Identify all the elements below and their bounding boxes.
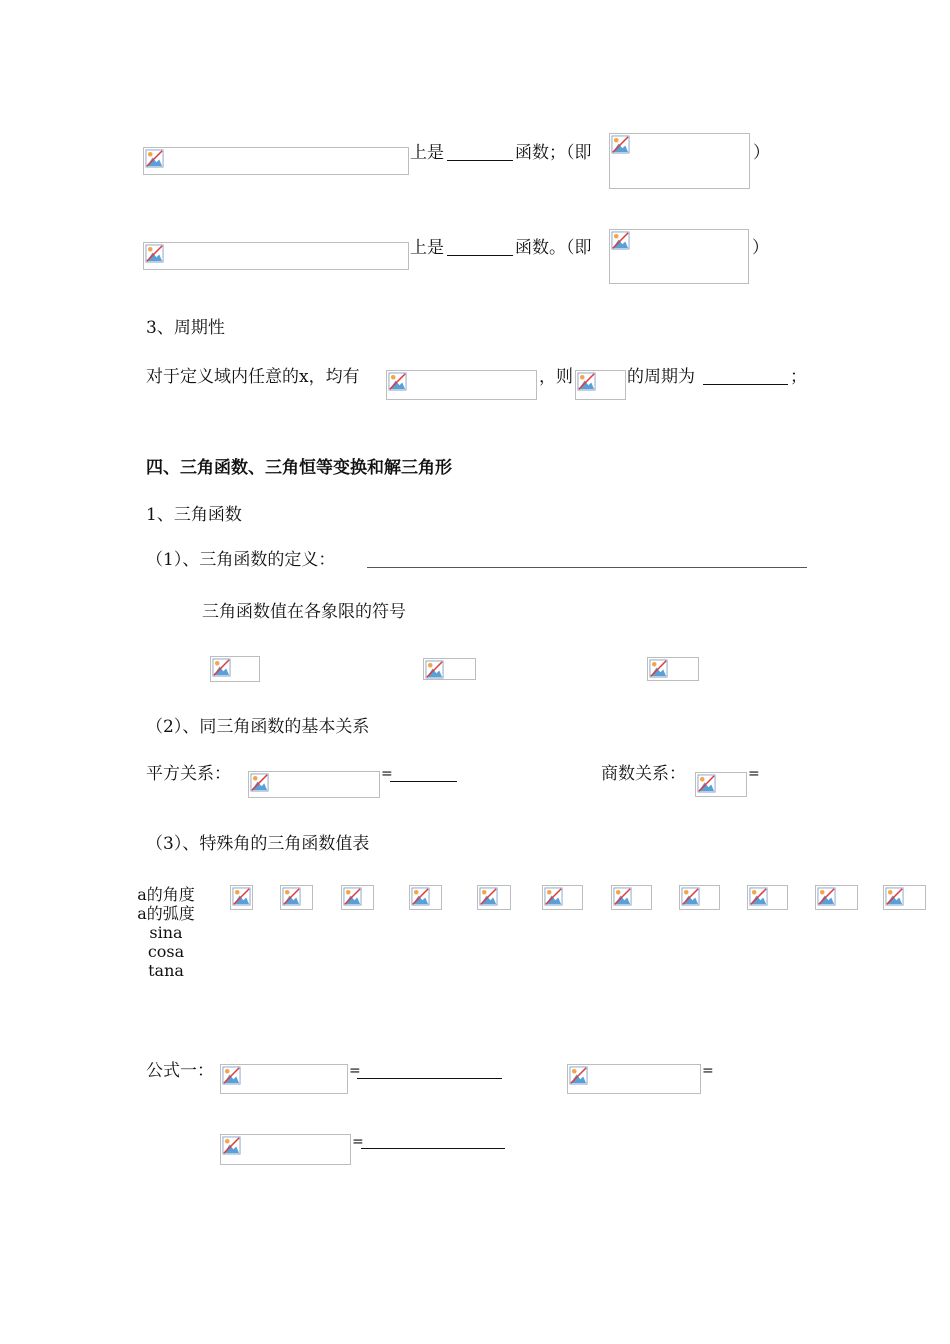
table-row-labels xyxy=(126,885,206,980)
broken-image-icon xyxy=(749,887,768,906)
answer-blank xyxy=(361,1148,505,1149)
formula-image xyxy=(575,370,626,400)
semicolon: ； xyxy=(790,367,807,387)
angle-image xyxy=(883,885,926,910)
broken-image-icon xyxy=(250,773,269,792)
broken-image-icon xyxy=(222,1066,241,1085)
broken-image-icon xyxy=(697,774,716,793)
broken-image-icon xyxy=(611,231,630,250)
formula-image xyxy=(220,1134,351,1165)
broken-image-icon xyxy=(611,135,630,154)
broken-image-icon xyxy=(343,887,362,906)
formula-image xyxy=(386,370,537,400)
broken-image-icon xyxy=(577,372,596,391)
equals-sign: = xyxy=(702,1063,714,1079)
text-period-is: 的周期为 xyxy=(627,367,695,387)
row-label-degree: a的角度 xyxy=(137,885,195,904)
formula-image xyxy=(609,133,750,189)
label-quadrant-signs: 三角函数值在各象限的符号 xyxy=(202,602,406,622)
row-label-radian: a的弧度 xyxy=(137,904,195,923)
broken-image-icon xyxy=(613,887,632,906)
section-title: 四、三角函数、三角恒等变换和解三角形 xyxy=(146,458,452,478)
answer-blank xyxy=(447,255,513,256)
text-shang-shi: 上是 xyxy=(410,238,444,258)
formula-image xyxy=(143,242,409,270)
heading-periodicity: 3、周期性 xyxy=(146,318,225,338)
close-paren: ） xyxy=(753,143,770,163)
label-definition: （1）、三角函数的定义： xyxy=(146,550,336,570)
row-label-tan: tana xyxy=(148,961,184,980)
angle-image xyxy=(611,885,652,910)
text-function-ji: 函数；（即 xyxy=(515,143,592,163)
equals-sign: = xyxy=(748,766,760,782)
text-shang-shi: 上是 xyxy=(410,143,444,163)
answer-blank xyxy=(357,1078,502,1079)
row-label-cos: cosa xyxy=(147,942,185,961)
broken-image-icon xyxy=(282,887,301,906)
broken-image-icon xyxy=(479,887,498,906)
angle-image xyxy=(230,885,253,910)
equals-sign: = xyxy=(352,1134,364,1150)
heading-basic-relations: （2）、同三角函数的基本关系 xyxy=(146,717,370,737)
text-then: ，则 xyxy=(539,367,573,387)
quadrant-sign-image xyxy=(210,656,260,682)
formula-image xyxy=(567,1064,701,1094)
broken-image-icon xyxy=(681,887,700,906)
formula-image xyxy=(609,229,749,284)
equals-sign: = xyxy=(349,1063,361,1079)
answer-blank xyxy=(703,384,788,385)
formula-image xyxy=(695,772,747,797)
close-paren: ） xyxy=(752,238,769,258)
broken-image-icon xyxy=(232,887,251,906)
formula-image xyxy=(248,771,380,798)
text-function-ji: 函数。（即 xyxy=(515,238,592,258)
subheading-trig-functions: 1、三角函数 xyxy=(146,505,242,525)
quadrant-sign-image xyxy=(423,658,476,680)
heading-special-angles: （3）、特殊角的三角函数值表 xyxy=(146,834,370,854)
broken-image-icon xyxy=(544,887,563,906)
broken-image-icon xyxy=(388,372,407,391)
answer-blank xyxy=(447,160,513,161)
broken-image-icon xyxy=(145,244,164,263)
angle-image xyxy=(679,885,720,910)
angle-image xyxy=(280,885,313,910)
equals-sign: = xyxy=(381,766,393,782)
broken-image-icon xyxy=(569,1066,588,1085)
label-square-relation: 平方关系： xyxy=(146,764,231,784)
quadrant-sign-image xyxy=(647,657,699,681)
answer-blank xyxy=(390,781,457,782)
angle-image xyxy=(542,885,583,910)
broken-image-icon xyxy=(222,1136,241,1155)
angle-image xyxy=(409,885,442,910)
broken-image-icon xyxy=(649,659,668,678)
angle-image xyxy=(815,885,858,910)
broken-image-icon xyxy=(212,658,231,677)
angle-image xyxy=(341,885,374,910)
broken-image-icon xyxy=(411,887,430,906)
formula-image xyxy=(220,1064,348,1094)
label-formula-one: 公式一： xyxy=(146,1061,214,1081)
broken-image-icon xyxy=(145,149,164,168)
broken-image-icon xyxy=(885,887,904,906)
row-label-sin: sina xyxy=(149,923,183,942)
angle-image xyxy=(477,885,511,910)
text-for-any-x: 对于定义域内任意的x，均有 xyxy=(146,367,360,387)
broken-image-icon xyxy=(425,660,444,679)
broken-image-icon xyxy=(817,887,836,906)
formula-image xyxy=(143,147,409,175)
angle-image xyxy=(747,885,788,910)
answer-blank xyxy=(367,567,807,568)
label-quotient-relation: 商数关系： xyxy=(601,764,686,784)
